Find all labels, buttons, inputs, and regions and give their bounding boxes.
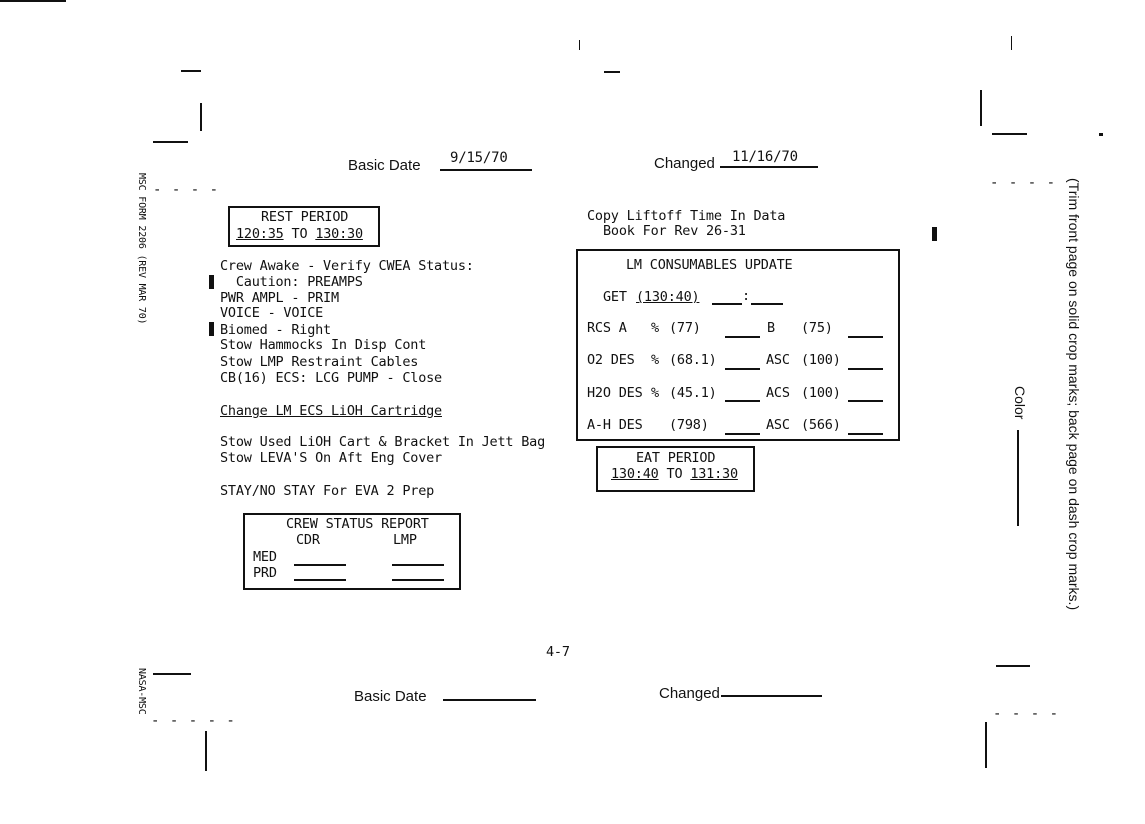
crew-status-blank	[294, 579, 346, 581]
dash-crop-mark: - - - - -	[151, 713, 236, 729]
checklist-line: PWR AMPL - PRIM	[220, 290, 339, 306]
crop-mark	[604, 71, 620, 73]
change-bar	[209, 275, 214, 289]
consumable-blank	[848, 400, 883, 402]
eat-period-to-word: TO	[666, 466, 683, 482]
footer-basic-date-line	[443, 699, 536, 701]
crew-status-row-prd: PRD	[253, 565, 277, 581]
checklist-line: CB(16) ECS: LCG PUMP - Close	[220, 370, 442, 386]
consumables-box	[576, 249, 900, 441]
get-value: (130:40)	[636, 289, 700, 305]
footer-changed-line	[721, 695, 822, 697]
checklist-line: Biomed - Right	[220, 322, 331, 338]
consumable-value: (45.1)	[669, 385, 717, 401]
consumable-label: H2O DES	[587, 385, 643, 401]
changed-label: Changed	[654, 155, 715, 172]
consumable-value: (566)	[801, 417, 841, 433]
consumable-blank	[848, 368, 883, 370]
consumable-pct: %	[651, 352, 659, 368]
consumable-value: (798)	[669, 417, 709, 433]
crop-mark	[0, 0, 66, 2]
crew-status-col-lmp: LMP	[393, 532, 417, 548]
get-colon: :	[742, 288, 750, 304]
rest-period-title: REST PERIOD	[261, 209, 349, 225]
trim-note: (Trim front page on solid crop marks; back page on dash crop marks.)	[1066, 178, 1082, 611]
crew-status-blank	[392, 564, 444, 566]
copy-note-line: Book For Rev 26-31	[603, 223, 746, 239]
consumable-blank	[725, 336, 760, 338]
org-label: NASA-MSC	[136, 668, 147, 715]
consumable-pct: %	[651, 320, 659, 336]
consumable-blank	[848, 433, 883, 435]
eat-period-range	[611, 466, 738, 482]
eat-period-to: 131:30	[690, 466, 738, 482]
consumable-blank	[725, 433, 760, 435]
crop-mark	[153, 673, 191, 675]
checklist-line: Caution: PREAMPS	[220, 274, 363, 290]
crop-mark	[1099, 133, 1103, 136]
consumable-label: A-H DES	[587, 417, 643, 433]
get-blank	[751, 303, 783, 305]
basic-date-label: Basic Date	[348, 157, 421, 174]
stow-line: Stow Used LiOH Cart & Bracket In Jett Bag	[220, 434, 546, 450]
changed-value: 11/16/70	[732, 149, 798, 165]
crew-status-blank	[294, 564, 346, 566]
change-bar	[209, 322, 214, 336]
consumable-blank	[725, 400, 760, 402]
change-heading: Change LM ECS LiOH Cartridge	[220, 403, 442, 419]
stay-line: STAY/NO STAY For EVA 2 Prep	[220, 483, 435, 499]
get-label: GET	[603, 289, 627, 305]
consumable-value: (75)	[801, 320, 833, 336]
crop-mark	[200, 103, 202, 131]
rest-period-to-word: TO	[291, 226, 308, 242]
crew-status-blank	[392, 579, 444, 581]
consumable-pct: %	[651, 385, 659, 401]
crop-mark	[205, 731, 207, 771]
consumable-value: (77)	[669, 320, 701, 336]
crop-mark	[992, 133, 1027, 135]
checklist-line: Stow Hammocks In Disp Cont	[220, 337, 427, 353]
checklist-line: Crew Awake - Verify CWEA Status:	[220, 258, 474, 274]
color-label: Color	[1012, 386, 1028, 420]
crop-mark	[1011, 36, 1012, 50]
basic-date-value: 9/15/70	[450, 150, 508, 166]
eat-period-from: 130:40	[611, 466, 659, 482]
form-id: MSC FORM 2206 (REV MAR 70)	[136, 173, 147, 325]
rest-period-range	[236, 226, 363, 242]
crop-mark	[996, 665, 1030, 667]
crew-status-row-med: MED	[253, 549, 277, 565]
crew-status-title: CREW STATUS REPORT	[286, 516, 429, 532]
dash-crop-mark: - - - -	[993, 706, 1060, 722]
crop-mark	[153, 141, 188, 143]
consumables-title: LM CONSUMABLES UPDATE	[626, 257, 793, 273]
checklist-line: VOICE - VOICE	[220, 305, 324, 321]
footer-basic-date-label: Basic Date	[354, 688, 427, 705]
footer-changed-label: Changed	[659, 685, 720, 702]
consumable-value: (68.1)	[669, 352, 717, 368]
change-bar	[932, 227, 937, 241]
crop-mark	[579, 40, 580, 50]
stow-line: Stow LEVA'S On Aft Eng Cover	[220, 450, 442, 466]
consumable-blank	[725, 368, 760, 370]
page-number: 4-7	[546, 644, 570, 660]
consumable-blank	[848, 336, 883, 338]
get-blank	[712, 303, 742, 305]
consumable-label: ACS	[766, 385, 790, 401]
color-line	[1017, 430, 1019, 526]
consumable-label: RCS A	[587, 320, 627, 336]
consumable-label: ASC	[766, 352, 790, 368]
consumable-label: ASC	[766, 417, 790, 433]
dash-crop-mark: - - - -	[153, 182, 220, 198]
rest-period-from: 120:35	[236, 226, 284, 242]
consumable-value: (100)	[801, 385, 841, 401]
crop-mark	[980, 90, 982, 126]
consumable-value: (100)	[801, 352, 841, 368]
basic-date-line	[440, 169, 532, 171]
crop-mark	[985, 722, 987, 768]
dash-crop-mark: - - - -	[990, 175, 1057, 191]
consumable-label: O2 DES	[587, 352, 635, 368]
crew-status-col-cdr: CDR	[296, 532, 320, 548]
checklist-line: Stow LMP Restraint Cables	[220, 354, 419, 370]
eat-period-title: EAT PERIOD	[636, 450, 716, 466]
consumable-label: B	[767, 320, 775, 336]
crop-mark	[181, 70, 201, 72]
rest-period-to: 130:30	[315, 226, 363, 242]
copy-note-line: Copy Liftoff Time In Data	[587, 208, 786, 224]
changed-line	[720, 166, 818, 168]
